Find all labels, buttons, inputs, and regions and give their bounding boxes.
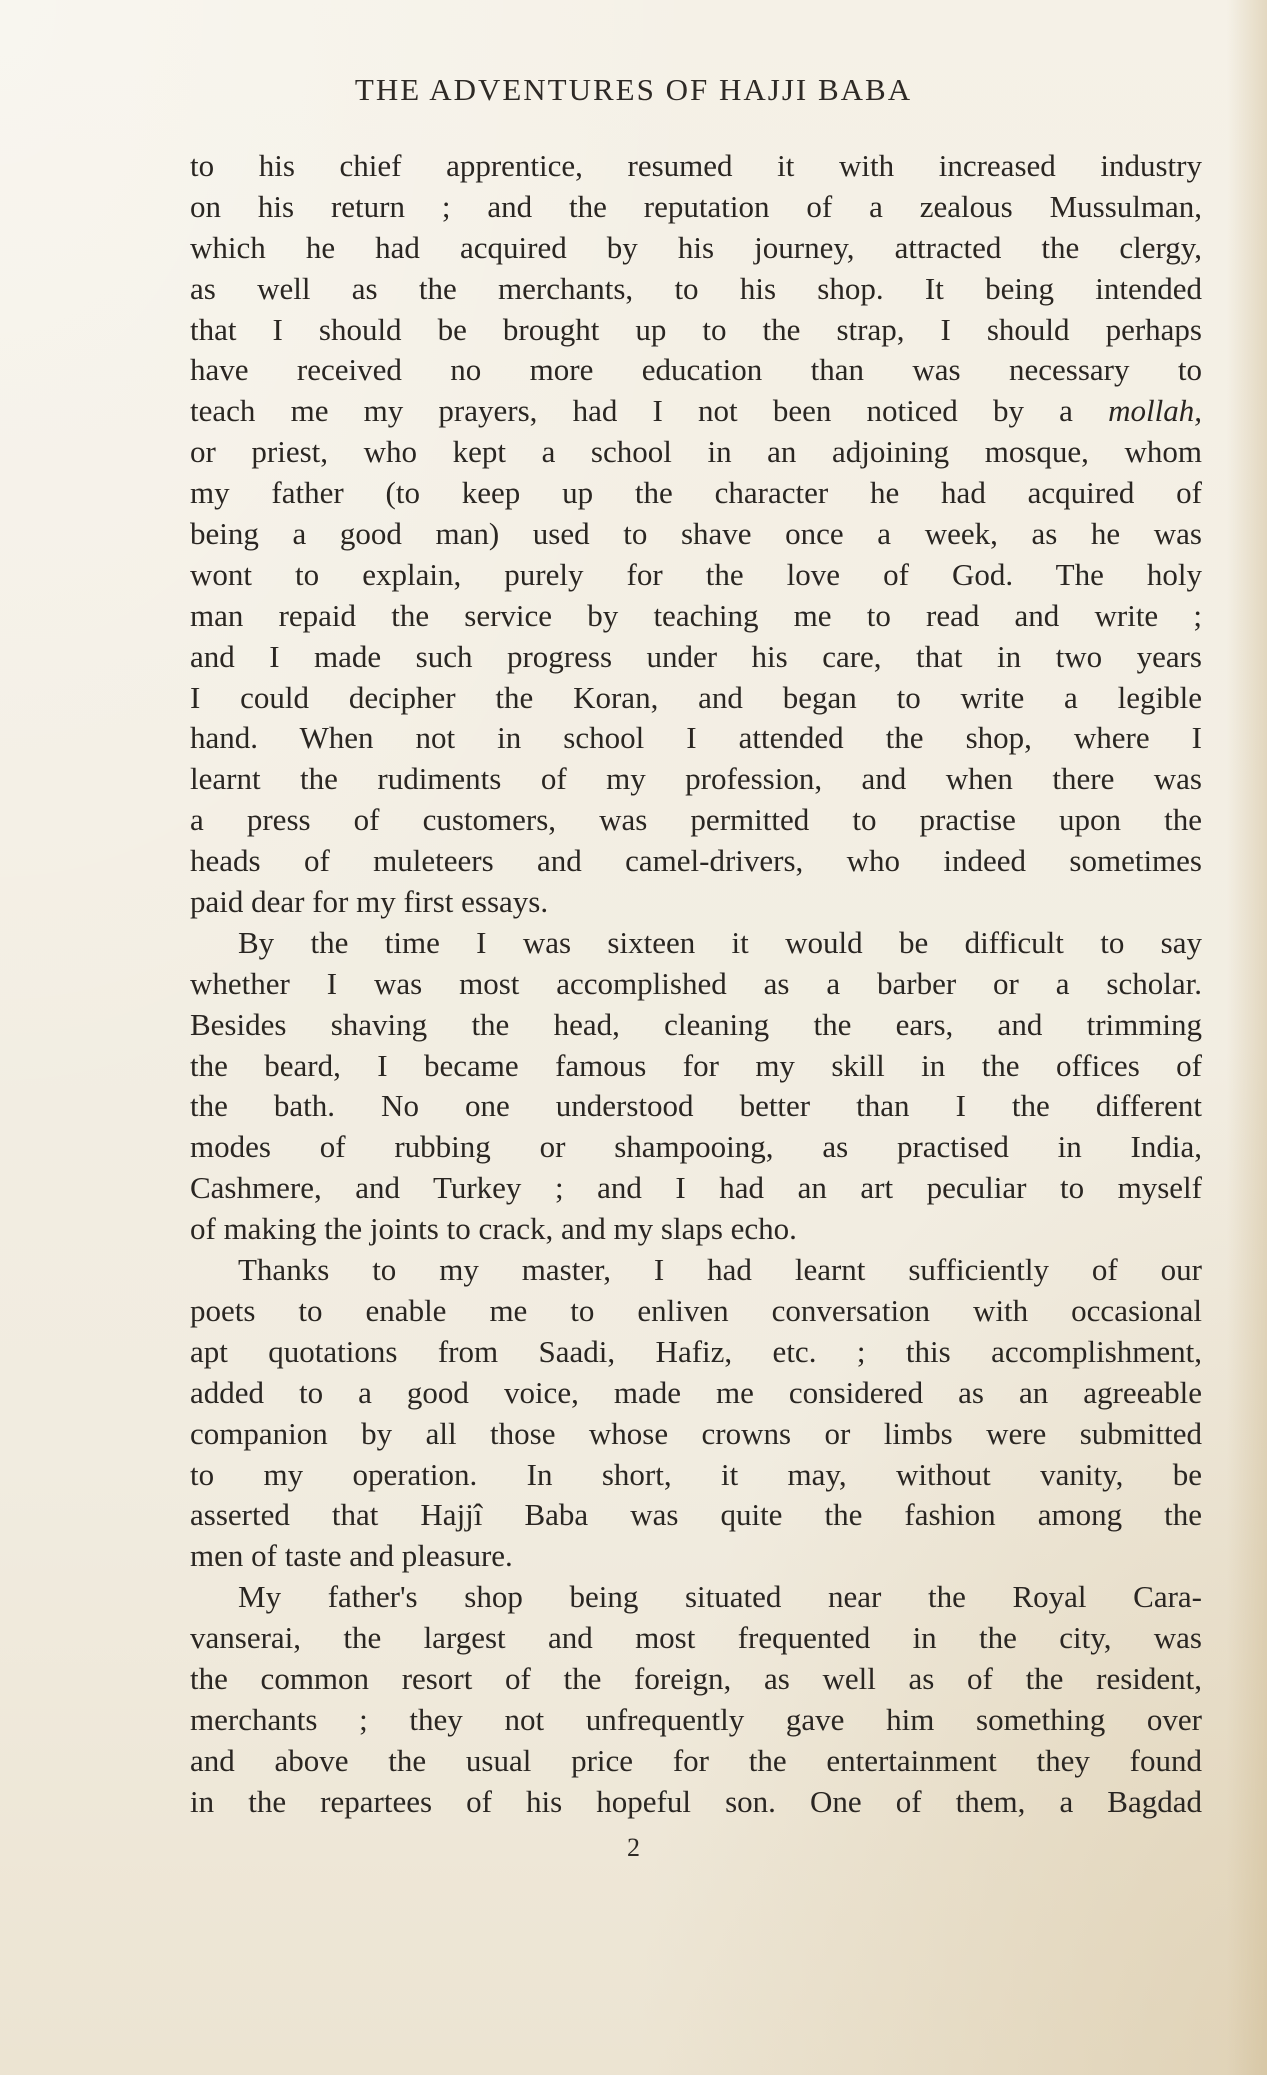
- text-line: heads of muleteers and camel-drivers, who indeed sometimes: [190, 843, 1202, 879]
- text-line-with-italic: [190, 391, 1202, 432]
- text-line: a press of customers, was permitted to practise upon the: [190, 802, 1202, 838]
- italic-word: mollah,: [1108, 393, 1202, 429]
- text-line: poets to enable me to enliven conversation with occasional: [190, 1292, 1202, 1328]
- text-line: man repaid the service by teaching me to read and write ;: [190, 597, 1202, 633]
- text-line: my father (to keep up the character he had acquired of: [190, 475, 1202, 511]
- text-line: vanserai, the largest and most frequented in the city, was: [190, 1620, 1202, 1656]
- paragraph-start: By the time I was sixteen it would be difficult to say: [238, 924, 1202, 960]
- text-line: which he had acquired by his journey, attracted the clergy,: [190, 229, 1202, 265]
- text-line: modes of rubbing or shampooing, as practised in India,: [190, 1129, 1202, 1165]
- text-line: in the repartees of his hopeful son. One of them, a Bagdad: [190, 1783, 1202, 1819]
- text-line: to his chief apprentice, resumed it with increased industry: [190, 148, 1202, 183]
- text-line: asserted that Hajjî Baba was quite the fashion among the: [190, 1497, 1202, 1533]
- text-line: on his return ; and the reputation of a zealous Mussulman,: [190, 188, 1202, 224]
- paragraph-start: Thanks to my master, I had learnt sufficiently of our: [238, 1252, 1202, 1288]
- text-line: and I made such progress under his care, that in two years: [190, 638, 1202, 674]
- text-line-start: teach me my prayers, had I not been noticed by a: [190, 393, 1109, 429]
- text-line: that I should be brought up to the strap, I should perhaps: [190, 311, 1202, 347]
- text-line: to my operation. In short, it may, without vanity, be: [190, 1456, 1202, 1492]
- text-line: men of taste and pleasure.: [190, 1538, 513, 1574]
- page-edge-shading: [1227, 0, 1267, 2075]
- text-line: hand. When not in school I attended the shop, where I: [190, 720, 1202, 756]
- text-line: Besides shaving the head, cleaning the ears, and trimming: [190, 1006, 1202, 1042]
- text-line: have received no more education than was necessary to: [190, 352, 1202, 388]
- text-line: learnt the rudiments of my profession, and when there was: [190, 761, 1202, 797]
- text-line: the bath. No one understood better than I the different: [190, 1088, 1202, 1124]
- text-line: being a good man) used to shave once a week, as he was: [190, 516, 1202, 552]
- text-line: companion by all those whose crowns or limbs were submitted: [190, 1415, 1202, 1451]
- text-line: Cashmere, and Turkey ; and I had an art peculiar to myself: [190, 1170, 1202, 1206]
- text-line: apt quotations from Saadi, Hafiz, etc. ; this accomplishment,: [190, 1333, 1202, 1369]
- text-line: or priest, who kept a school in an adjoining mosque, whom: [190, 434, 1202, 470]
- text-line: added to a good voice, made me considered as an agreeable: [190, 1374, 1202, 1410]
- text-line: the beard, I became famous for my skill in the offices of: [190, 1047, 1202, 1083]
- text-line: merchants ; they not unfrequently gave him something over: [190, 1701, 1202, 1737]
- page-number: 2: [627, 1833, 640, 1862]
- text-line: and above the usual price for the entertainment they found: [190, 1742, 1202, 1778]
- body-text: [190, 146, 1202, 1823]
- text-line: whether I was most accomplished as a barber or a scholar.: [190, 965, 1202, 1001]
- running-title: THE ADVENTURES OF HAJJI BABA: [354, 72, 913, 107]
- text-line: as well as the merchants, to his shop. It being intended: [190, 270, 1202, 306]
- text-line: I could decipher the Koran, and began to write a legible: [190, 679, 1202, 715]
- text-line: the common resort of the foreign, as well as of the resident,: [190, 1660, 1202, 1696]
- text-line: of making the joints to crack, and my slaps echo.: [190, 1211, 797, 1247]
- text-line: paid dear for my first essays.: [190, 884, 549, 920]
- paragraph-start: My father's shop being situated near the Royal Cara-: [238, 1579, 1202, 1615]
- text-line: wont to explain, purely for the love of God. The holy: [190, 556, 1202, 592]
